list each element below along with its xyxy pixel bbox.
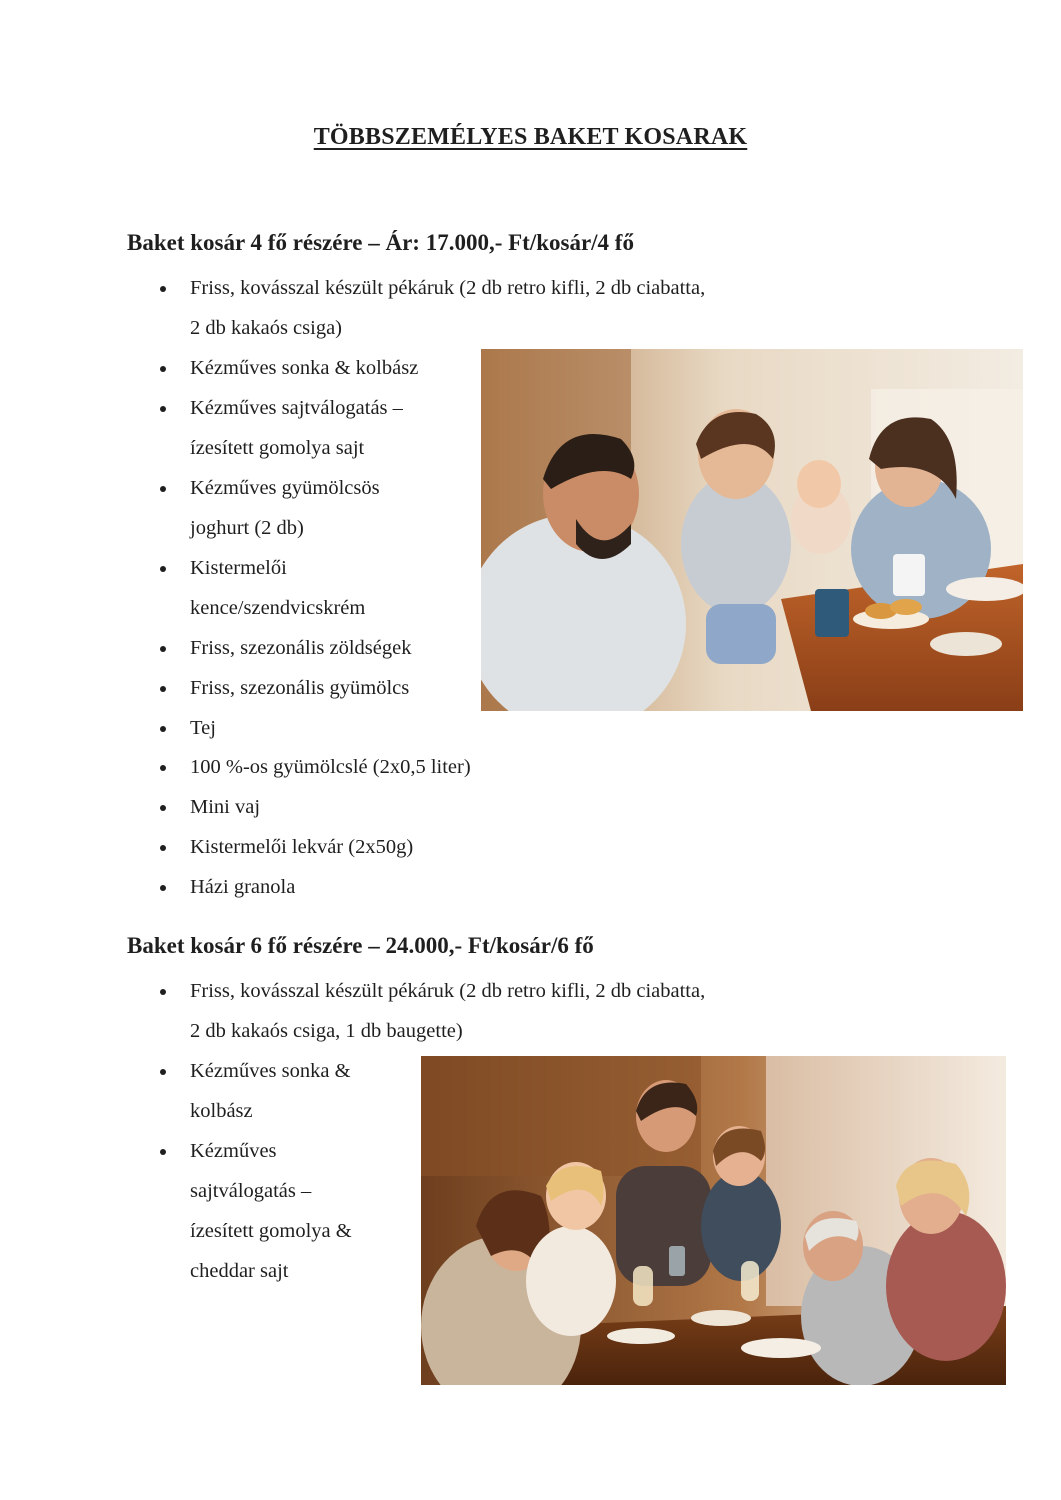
- family-breakfast-photo: [481, 349, 1023, 711]
- list-item: Friss, szezonális gyümölcs: [190, 668, 409, 708]
- page-title: TÖBBSZEMÉLYES BAKET KOSARAK: [313, 124, 748, 150]
- list-item: Házi granola: [190, 867, 295, 907]
- list-item-continuation: 2 db kakaós csiga, 1 db baugette): [190, 1020, 463, 1042]
- list-item-continuation: sajtválogatás –: [190, 1180, 312, 1202]
- basket-4-heading: Baket kosár 4 fő részére – Ár: 17.000,- Ft/kosár/4 fő: [127, 230, 634, 255]
- family-dinner-photo: [421, 1056, 1006, 1385]
- list-item: Kézműves sajtválogatás –: [190, 388, 403, 428]
- list-item: Kézműves gyümölcsös: [190, 468, 380, 508]
- list-item: Kézműves sonka & kolbász: [190, 348, 418, 388]
- list-item: Kézműves: [190, 1131, 277, 1171]
- list-item-continuation: kolbász: [190, 1100, 253, 1122]
- list-item: Tej: [190, 708, 216, 748]
- basket-6-heading: Baket kosár 6 fő részére – 24.000,- Ft/kosár/6 fő: [127, 933, 594, 958]
- list-item: Kistermelői: [190, 548, 287, 588]
- list-item: Kézműves sonka &: [190, 1051, 351, 1091]
- list-item: Friss, szezonális zöldségek: [190, 628, 411, 668]
- list-item-continuation: joghurt (2 db): [190, 517, 304, 539]
- list-item: 100 %-os gyümölcslé (2x0,5 liter): [190, 747, 471, 787]
- list-item-continuation: cheddar sajt: [190, 1260, 289, 1282]
- list-item-continuation: 2 db kakaós csiga): [190, 317, 342, 339]
- list-item-continuation: ízesített gomolya &: [190, 1220, 352, 1242]
- list-item-continuation: kence/szendvicskrém: [190, 597, 366, 619]
- list-item: Kistermelői lekvár (2x50g): [190, 827, 413, 867]
- list-item: Friss, kovásszal készült pékáruk (2 db retro kifli, 2 db ciabatta,: [190, 268, 705, 308]
- list-item-continuation: ízesített gomolya sajt: [190, 437, 365, 459]
- list-item: Friss, kovásszal készült pékáruk (2 db retro kifli, 2 db ciabatta,: [190, 971, 705, 1011]
- list-item: Mini vaj: [190, 787, 260, 827]
